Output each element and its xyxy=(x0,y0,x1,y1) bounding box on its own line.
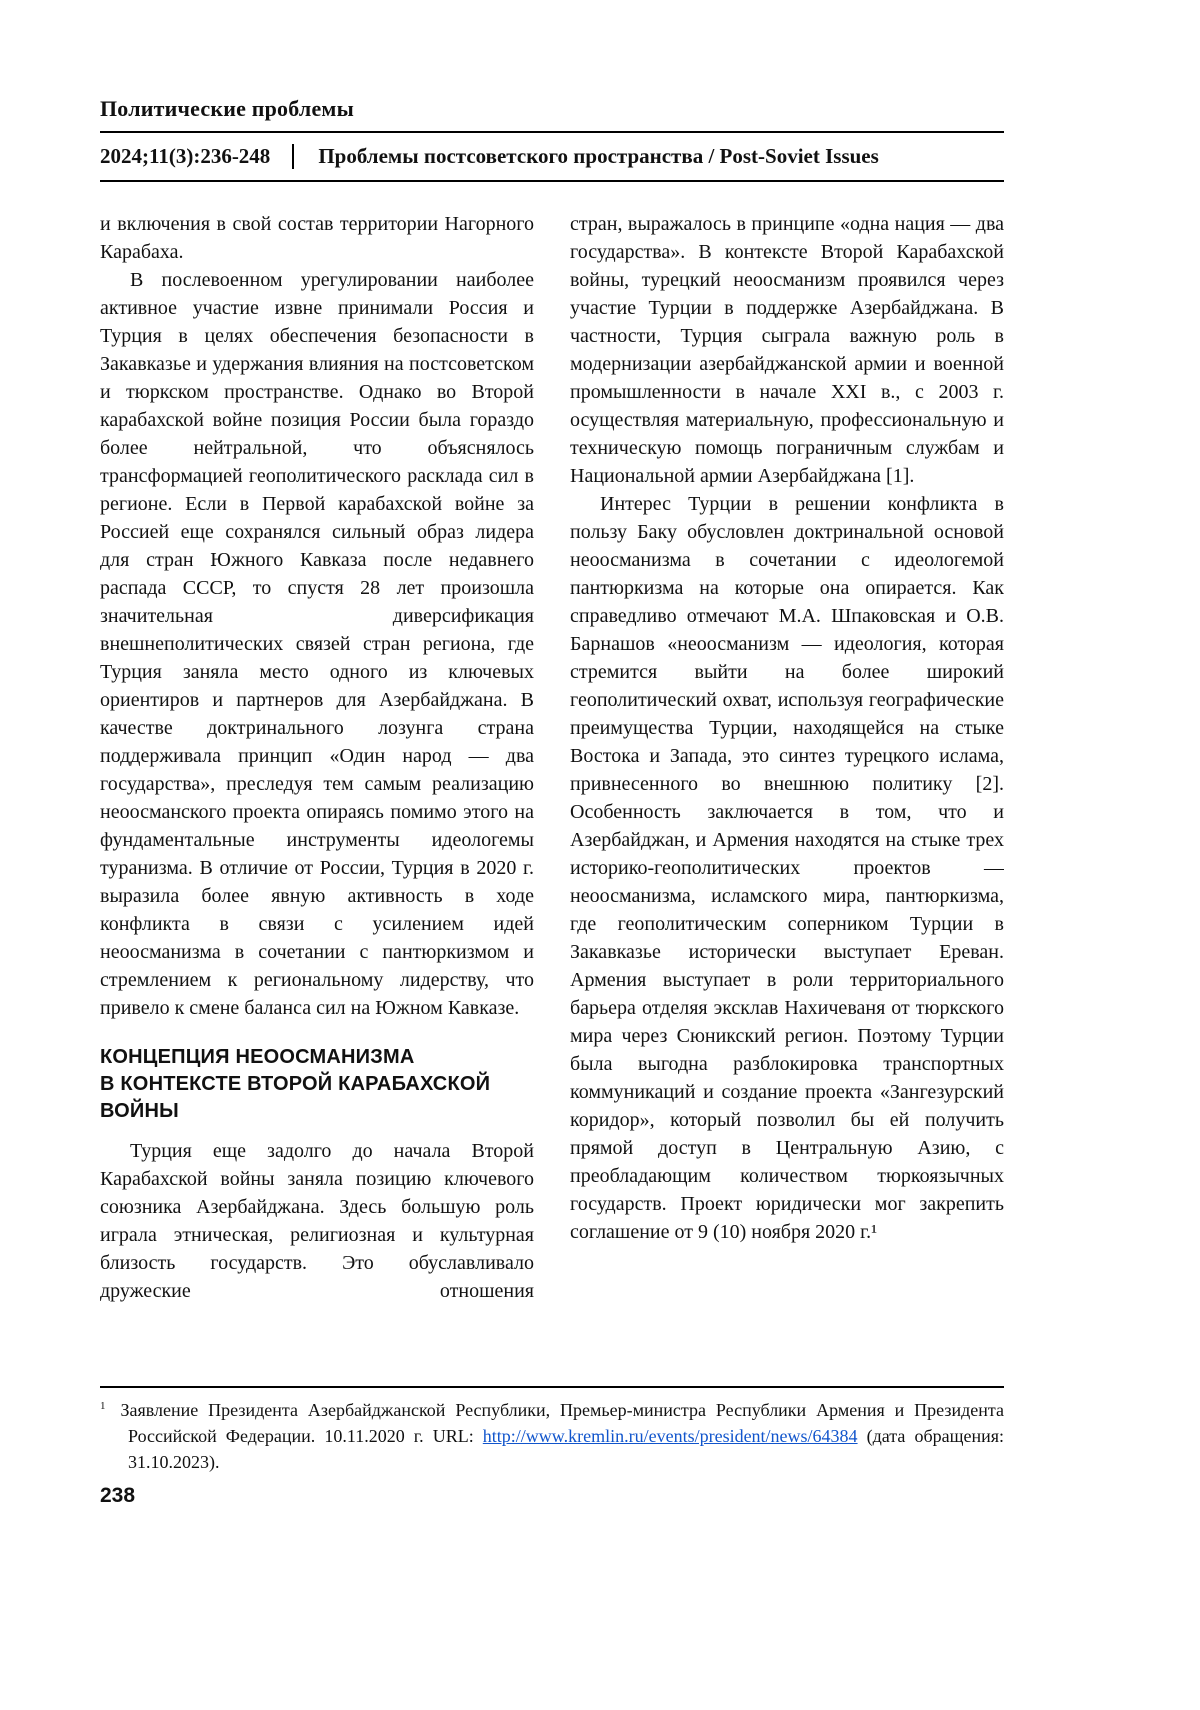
footnote-link[interactable]: http://www.kremlin.ru/events/president/news/64384 xyxy=(482,1426,858,1446)
journal-title: Проблемы постсоветского пространства / Post-Soviet Issues xyxy=(318,144,879,168)
running-head: Политические проблемы xyxy=(100,96,354,121)
footnote-text-before-link: Заявление Президента Азербайджанской Республики, Премьер-министра Республики Армения и Президента Российской Федерации. 10.11.2020 г. URL: xyxy=(120,1400,1004,1446)
continued-paragraph: стран, выражалось в принципе «одна нация — два государства». В контексте Второй Карабахской войны, турецкий неоосманизм проявился через участие Турции в поддержке Азербайджана. В частности, Турция сыграла важную роль в модернизации азербайджанской армии и военной промышленности в начале XXI в., с 2003 г. осуществляя материальную, профессиональную и техническую помощь пограничным службам и Национальной армии Азербайджана [1]. xyxy=(570,213,1004,487)
page-number: 238 xyxy=(100,1484,136,1507)
continued-paragraph: и включения в свой состав территории Нагорного Карабаха. xyxy=(100,213,534,263)
header-rule-bottom xyxy=(100,180,1004,182)
body-paragraph: Интерес Турции в решении конфликта в пользу Баку обусловлен доктринальной основой неоосманизма в сочетании с идеологемой пантюркизма на которые она опирается. Как справедливо отмечают М.А. Шпаковская и О.В. Барнашов «неоосманизм — идеология, которая стремится выйти на более широкий геополитический охват, используя географические преимущества Турции, находящейся на стыке Востока и Запада, это синтез турецкого ислама, привнесенного во внешнюю политику [2]. Особенность заключается в том, что и Азербайджан, и Армения находятся на стыке трех историко-геополитических проектов — неоосманизма, исламского мира, пантюркизма, где геополитическим соперником Турции в Закавказье исторически выступает Ереван. Армения выступает в роли территориального барьера отделяя эксклав Нахичеваня от тюркского мира через Сюникский регион. Поэтому Турции была выгодна разблокировка транспортных коммуникаций и создание проекта «Зангезурский коридор», который позволил бы ей получить прямой доступ в Центральную Азию, с преобладающим количеством тюркоязычных государств. Проект юридически мог закрепить соглашение от 9 (10) ноября 2020 г.¹ xyxy=(570,493,1004,1243)
vertical-divider xyxy=(292,144,294,169)
body-paragraph: Турция еще задолго до начала Второй Карабахской войны заняла позицию ключевого союзника Азербайджана. Здесь большую роль играла этническая, религиозная и культурная близость государств. Это обуславливало дружеские отношения xyxy=(100,1140,534,1302)
section-heading-line: ВОЙНЫ xyxy=(100,1100,179,1122)
right-column xyxy=(570,210,1004,1380)
page-header xyxy=(100,96,1004,182)
footnote-rule xyxy=(100,1386,1004,1388)
footnote-marker: 1 xyxy=(100,1400,106,1412)
section-heading-line: КОНЦЕПЦИЯ НЕООСМАНИЗМА xyxy=(100,1046,415,1068)
footnote-text-after-link: (дата обращения: 31.10.2023). xyxy=(128,1426,1005,1472)
article-body xyxy=(100,210,1004,1380)
footnote-area xyxy=(100,1386,1004,1475)
footnote xyxy=(100,1397,1004,1475)
left-column xyxy=(100,210,534,1380)
section-heading xyxy=(100,1044,534,1125)
journal-line xyxy=(100,133,1004,180)
body-paragraph: В послевоенном урегулировании наиболее активное участие извне принимали Россия и Турция в целях обеспечения безопасности в Закавказье и удержания влияния на постсоветском и тюркском пространстве. Однако во Второй карабахской войне позиция России была гораздо более нейтральной, что объяснялось трансформацией геополитического расклада сил в регионе. Если в Первой карабахской войне за Россией еще сохранялся сильный образ лидера для стран Южного Кавказа после недавнего распада СССР, то спустя 28 лет произошла значительная диверсификация внешнеполитических связей стран региона, где Турция заняла место одного из ключевых ориентиров и партнеров для Азербайджана. В качестве доктринального лозунга страна поддерживала принцип «Один народ — два государства», преследуя тем самым реализацию неоосманского проекта опираясь помимо этого на фундаментальные инструменты идеологемы туранизма. В отличие от России, Турция в 2020 г. выразила более явную активность в ходе конфликта в связи с усилением идей неоосманизма в сочетании с пантюркизмом и стремлением к региональному лидерству, что привело к смене баланса сил на Южном Кавказе. xyxy=(100,269,534,1019)
section-heading-line: В КОНТЕКСТЕ ВТОРОЙ КАРАБАХСКОЙ xyxy=(100,1073,491,1095)
page-content xyxy=(100,96,1004,1380)
citation-info: 2024;11(3):236-248 xyxy=(100,144,271,168)
